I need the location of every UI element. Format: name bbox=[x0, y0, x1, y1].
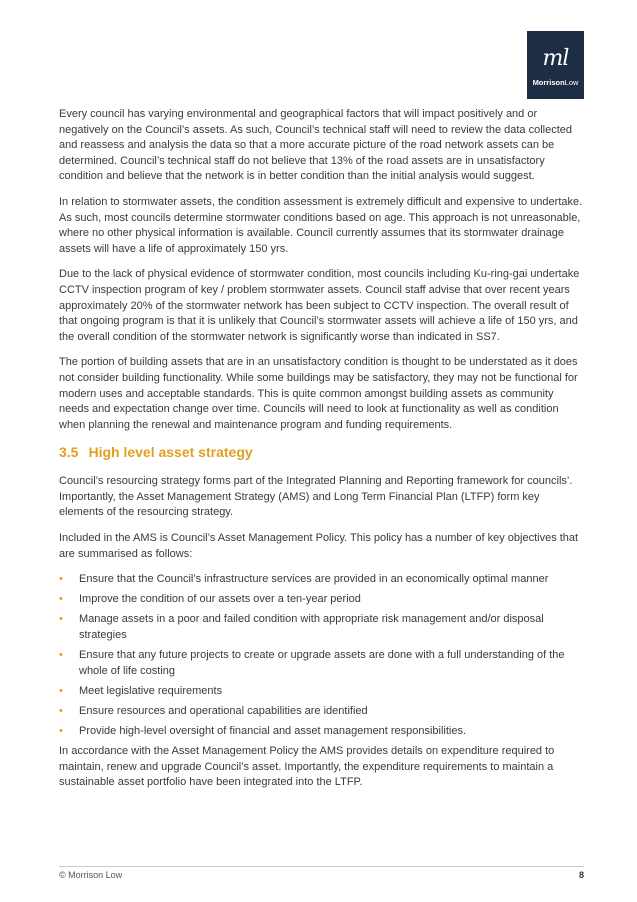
page-number: 8 bbox=[578, 870, 584, 880]
logo-name bbox=[527, 78, 584, 87]
footer-copyright: © Morrison Low bbox=[59, 870, 123, 880]
bullet-icon: • bbox=[59, 684, 63, 697]
bullet-icon: • bbox=[59, 593, 63, 606]
policy-objectives-list bbox=[59, 572, 584, 739]
logo-mark: ml bbox=[542, 46, 569, 71]
list-item: • Manage assets in a poor and failed condition with appropriate risk management and/or disposal strategies bbox=[59, 613, 544, 642]
bullet-icon: • bbox=[59, 704, 63, 717]
list-item: • Provide high-level oversight of financial and asset management responsibilities. bbox=[59, 724, 584, 740]
list-item: • Ensure resources and operational capabilities are identified bbox=[59, 704, 584, 720]
bullet-icon: • bbox=[59, 649, 63, 662]
paragraph-ams-expenditure: In accordance with the Asset Management Policy the AMS provides details on expenditure required to maintain, renew and upgrade Council’s asset. Importantly, the expenditure requirements to maintain a sustainable asset portfolio have been integrated into the LTFP. bbox=[59, 745, 555, 789]
morrison-low-logo bbox=[527, 31, 584, 99]
bullet-icon: • bbox=[59, 573, 63, 586]
paragraph-stormwater-assessment: In relation to stormwater assets, the condition assessment is extremely difficult and expensive to undertake. As such, most councils determine stormwater conditions based on age. This approach is not unreasonable, where no other physical information is available. Council currently assumes that its stormwater drainage assets will have a life of approximately 150 yrs. bbox=[59, 195, 583, 255]
list-item: • Ensure that any future projects to create or upgrade assets are done with a full understanding of the whole of life costing bbox=[59, 649, 565, 677]
section-number: 3.5 bbox=[59, 444, 79, 461]
paragraph-resourcing-strategy: Council’s resourcing strategy forms part of the Integrated Planning and Reporting framework for councils’. Importantly, the Asset Management Strategy (AMS) and Long Term Financial Plan (LTFP) form key elements of the resourcing strategy. bbox=[59, 475, 573, 519]
footer-divider bbox=[59, 866, 584, 867]
list-item: • Meet legislative requirements bbox=[59, 684, 584, 700]
logo-name-a: Morrison bbox=[532, 78, 565, 87]
paragraph-cctv-inspection: Due to the lack of physical evidence of stormwater condition, most councils including Ku-ring-gai undertake CCTV inspection program of key / problem stormwater assets. Council staff advise that over recent years approximately 20% of the stormwater network has been subject to CCTV inspection. The overall result of that ongoing program is that it is unlikely that Council’s stormwater assets will achieve a life of 150 yrs, and the overall condition of the stormwater network is significantly worse than indicated in SS7. bbox=[59, 268, 580, 343]
paragraph-asset-policy: Included in the AMS is Council’s Asset Management Policy. This policy has a number of key objectives that are summarised as follows: bbox=[59, 532, 579, 560]
section-heading bbox=[59, 443, 584, 461]
paragraph-road-assets: Every council has varying environmental and geographical factors that will impact positively and or negatively on the Council’s assets. As such, Council’s technical staff will need to review the data collected and reassess and analysis the data so that a more accurate picture of the road network assets can be determined. Council’s technical staff do not believe that 13% of the road assets are in unsatisfactory condition and believe that the network is in better condition than the initial analysis would suggest. bbox=[59, 108, 573, 183]
document-body bbox=[59, 107, 584, 801]
section-title: High level asset strategy bbox=[88, 444, 253, 461]
paragraph-building-assets: The portion of building assets that are in an unsatisfactory condition is thought to be understated as it does not consider building functionality. While some buildings may be satisfactory, they may not be functional for modern uses and acceptable standards. This is quite common amongst building assets as community needs and expectation change over time. Councils will need to look at functionality as well as condition when planning the renewal and maintenance program and funding requirements. bbox=[59, 356, 578, 431]
list-item: • Improve the condition of our assets over a ten-year period bbox=[59, 592, 584, 608]
list-item: • Ensure that the Council’s infrastructure services are provided in an economically optimal manner bbox=[59, 572, 584, 588]
bullet-icon: • bbox=[59, 613, 63, 626]
bullet-icon: • bbox=[59, 725, 63, 737]
logo-name-b: Low bbox=[564, 78, 579, 87]
